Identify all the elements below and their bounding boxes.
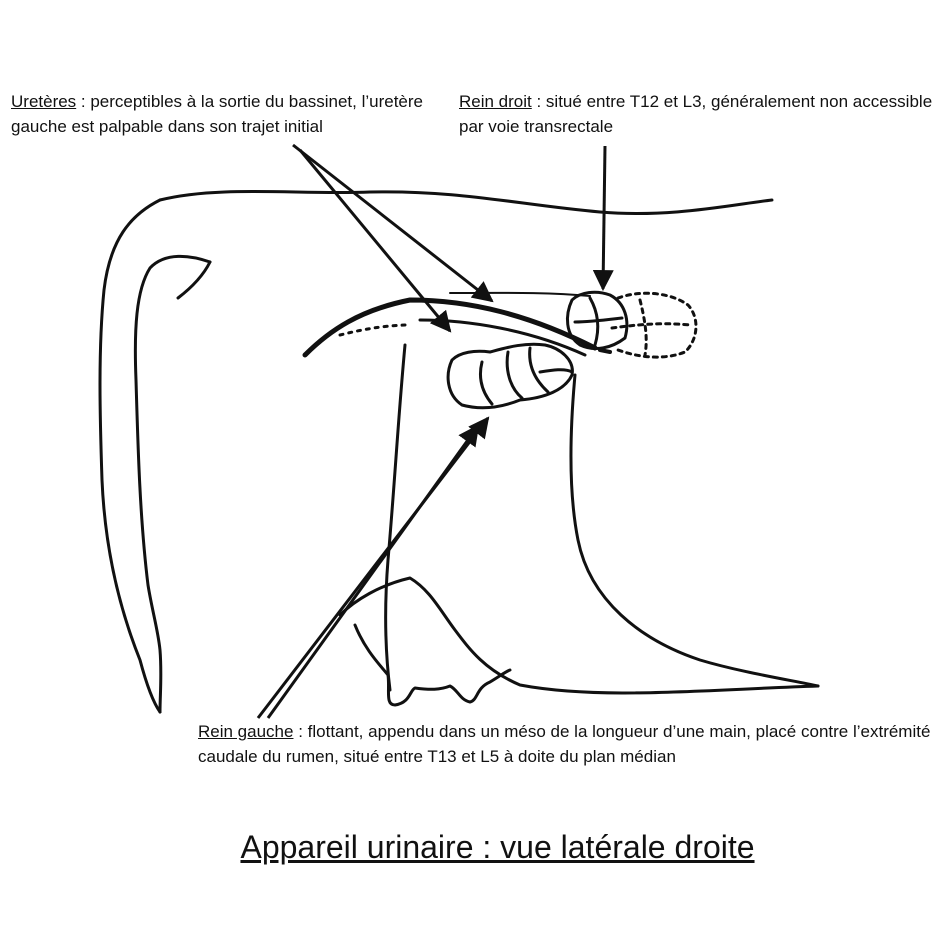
diagram-title: Appareil urinaire : vue latérale droite bbox=[240, 829, 755, 865]
back-outline bbox=[160, 191, 772, 213]
annotation-ureteres-text: : perceptibles à la sortie du bassinet, l’uretère gauche est palpable dans son trajet initial bbox=[11, 92, 423, 136]
arrow-ureter-to-right bbox=[300, 150, 450, 331]
udder-outline bbox=[340, 578, 818, 693]
tail-outline bbox=[135, 256, 210, 712]
annotation-rein-droit-text: : situé entre T12 et L3, généralement non accessible par voie transrectale bbox=[459, 92, 933, 136]
annotation-ureteres-label: Uretères bbox=[11, 92, 77, 111]
annotation-rein-gauche bbox=[198, 719, 938, 769]
annotation-rein-droit-label: Rein droit bbox=[459, 92, 532, 111]
arrow-rein-gauche-1 bbox=[258, 418, 488, 718]
hind-limb-outline bbox=[100, 200, 160, 712]
arrow-rein-droit bbox=[603, 146, 605, 289]
arrow-rein-gauche-2 bbox=[268, 426, 478, 718]
annotation-rein-gauche-text: : flottant, appendu dans un méso de la longueur d’une main, placé contre l’extrémité caudale du rumen, situé entre T13 et L5 à doite du plan médian bbox=[198, 722, 931, 766]
left-kidney bbox=[448, 344, 572, 408]
annotation-ureteres bbox=[11, 89, 456, 139]
annotation-rein-droit bbox=[459, 89, 939, 139]
flank-outline bbox=[571, 375, 818, 686]
annotation-rein-gauche-label: Rein gauche bbox=[198, 722, 294, 741]
right-kidney bbox=[567, 292, 626, 348]
arrow-ureter-to-left bbox=[293, 145, 492, 301]
